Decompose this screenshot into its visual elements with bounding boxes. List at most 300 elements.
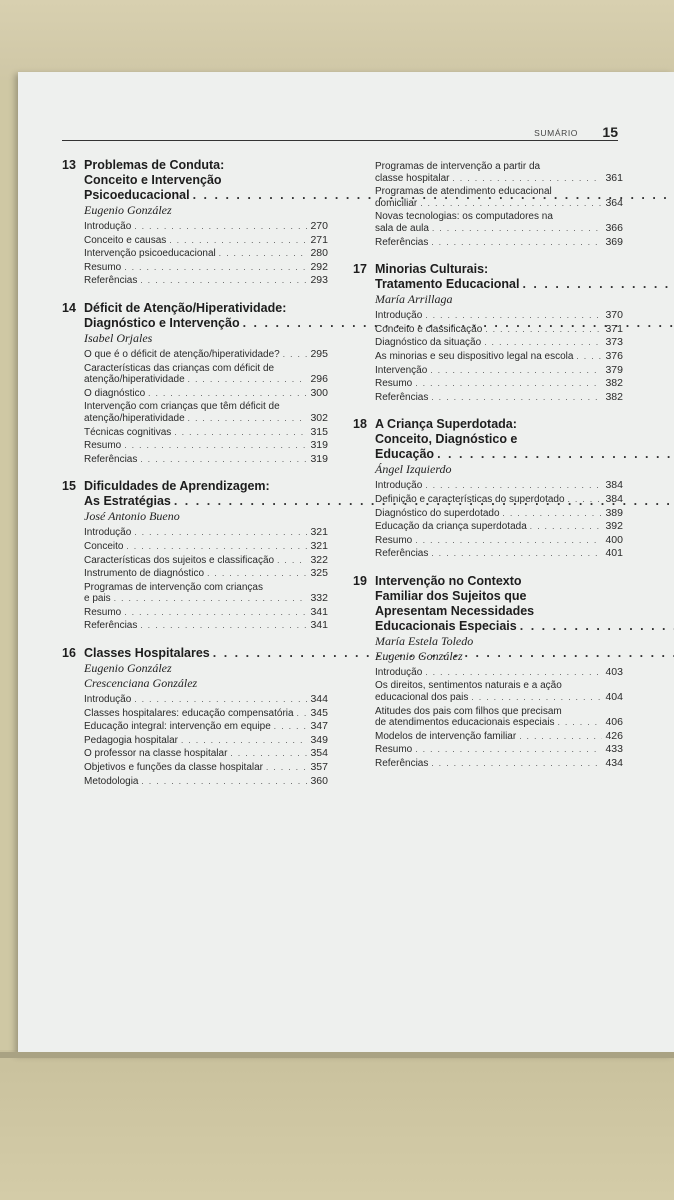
entry-page: 349 xyxy=(310,733,328,746)
chapter-entries xyxy=(353,667,623,770)
entry-text: Resumo xyxy=(375,744,413,756)
entry-text: As minorias e seu dispositivo legal na escola xyxy=(375,350,574,362)
entry-row xyxy=(375,731,623,743)
chapter-number: 13 xyxy=(62,158,76,172)
entry-row xyxy=(84,541,328,553)
chapter-author: Eugenio González xyxy=(84,203,172,217)
entry-row xyxy=(84,694,328,706)
entry-row xyxy=(84,620,328,632)
entry-page: 280 xyxy=(310,247,328,260)
entry-text: Pedagogia hospitalar xyxy=(84,734,178,746)
entry-text: O diagnóstico xyxy=(84,387,146,399)
chapter-title-line: Familiar dos Sujeitos que xyxy=(375,588,527,603)
entry-page: 292 xyxy=(310,260,328,273)
chapter-title-block xyxy=(375,574,674,664)
entry-page: 382 xyxy=(605,377,623,390)
entry-page: 321 xyxy=(310,539,328,552)
entry-row xyxy=(84,593,328,605)
leader-dots xyxy=(134,527,307,539)
entry-text: Conceito xyxy=(84,540,124,552)
toc-entry xyxy=(375,494,623,506)
entry-text-line: Intervenção com crianças que têm déficit de xyxy=(84,401,280,413)
entry-row xyxy=(84,275,328,287)
leader-dots xyxy=(415,378,602,390)
entry-row xyxy=(84,349,328,361)
chapter-title-text: Classes Hospitalares xyxy=(84,646,210,661)
entry-text: Características dos sujeitos e classificação xyxy=(84,554,275,566)
entry-row xyxy=(84,527,328,539)
entry-text: Resumo xyxy=(84,606,122,618)
entry-page: 361 xyxy=(605,171,623,184)
leader-dots xyxy=(274,721,308,733)
toc-entry xyxy=(84,235,328,247)
entry-text: Introdução xyxy=(375,666,423,678)
entry-page: 404 xyxy=(605,691,623,704)
leader-dots xyxy=(181,735,308,747)
toc-entry xyxy=(84,776,328,788)
leader-dots xyxy=(126,541,307,553)
toc-entry xyxy=(84,427,328,439)
entry-row xyxy=(375,351,623,363)
toc-entry xyxy=(375,667,623,679)
chapter-entries xyxy=(353,161,623,248)
toc-entry xyxy=(375,337,623,349)
leader-dots xyxy=(452,173,602,185)
entry-text: sala de aula xyxy=(375,222,429,234)
toc-entry xyxy=(84,541,328,553)
page-edge xyxy=(0,1052,674,1058)
leader-dots xyxy=(437,447,674,462)
leader-dots xyxy=(283,349,308,361)
entry-text: Referências xyxy=(84,453,138,465)
toc-entry xyxy=(84,527,328,539)
toc-chapter xyxy=(353,574,623,770)
toc-entry xyxy=(375,392,623,404)
leader-dots xyxy=(485,324,602,336)
chapter-heading xyxy=(353,262,623,307)
leader-dots xyxy=(568,494,603,506)
toc-entry xyxy=(375,324,623,336)
leader-dots xyxy=(530,521,603,533)
background-surface xyxy=(0,0,674,80)
chapter-title-line: Intervenção no Contexto xyxy=(375,573,522,588)
entry-text: Introdução xyxy=(375,310,423,322)
chapter-author: María Arrillaga xyxy=(375,292,453,307)
chapter-heading xyxy=(62,301,328,346)
entry-page: 382 xyxy=(605,390,623,403)
chapter-title-line: Apresentam Necessidades xyxy=(375,603,535,618)
entry-row xyxy=(375,337,623,349)
toc-left-column xyxy=(62,158,328,801)
entry-text: Referências xyxy=(375,758,429,770)
entry-text: Técnicas cognitivas xyxy=(84,426,172,438)
toc-chapter xyxy=(62,158,328,287)
chapter-title-final-line xyxy=(375,619,674,634)
toc-entry xyxy=(84,620,328,632)
chapter-entries xyxy=(353,480,623,560)
entry-text: O que é o déficit de atenção/hiperatividade? xyxy=(84,348,280,360)
chapter-number: 16 xyxy=(62,646,76,661)
entry-row xyxy=(84,568,328,580)
entry-text-line: Novas tecnologias: os computadores na xyxy=(375,211,553,223)
leader-dots xyxy=(431,392,602,404)
entry-row xyxy=(84,776,328,788)
toc-entry xyxy=(375,365,623,377)
toc-right-column xyxy=(353,158,623,784)
chapter-heading xyxy=(62,158,328,218)
toc-chapter xyxy=(62,301,328,465)
toc-entry xyxy=(84,694,328,706)
entry-row xyxy=(375,758,623,770)
chapter-title-line: A Criança Superdotada: xyxy=(375,417,517,432)
entry-row xyxy=(84,555,328,567)
toc-entry xyxy=(84,568,328,580)
leader-dots xyxy=(519,731,602,743)
running-head: SUMÁRIO xyxy=(534,128,578,138)
toc-entry xyxy=(84,555,328,567)
entry-page: 302 xyxy=(310,411,328,424)
entry-page: 360 xyxy=(310,774,328,787)
toc-chapter xyxy=(353,417,623,560)
entry-page: 426 xyxy=(605,729,623,742)
entry-page: 364 xyxy=(605,196,623,209)
page-header xyxy=(62,126,618,141)
entry-row xyxy=(375,223,623,235)
toc-chapter xyxy=(353,262,623,403)
entry-text-line: Características das crianças com déficit de xyxy=(84,362,275,374)
toc-entry xyxy=(84,454,328,466)
chapter-title-text: As Estratégias xyxy=(84,494,171,509)
toc-entry xyxy=(375,161,623,184)
entry-row xyxy=(84,735,328,747)
leader-dots xyxy=(415,744,602,756)
entry-page: 341 xyxy=(310,619,328,632)
page-number: 15 xyxy=(602,124,618,140)
entry-page: 295 xyxy=(310,347,328,360)
toc-entry xyxy=(375,186,623,209)
entry-row xyxy=(375,535,623,547)
entry-page: 321 xyxy=(310,526,328,539)
entry-page: 384 xyxy=(605,479,623,492)
toc-entry xyxy=(84,262,328,274)
entry-text: Classes hospitalares: educação compensatória xyxy=(84,707,294,719)
chapter-number: 14 xyxy=(62,300,76,315)
entry-text: atenção/hiperatividade xyxy=(84,412,185,424)
entry-row xyxy=(375,521,623,533)
entry-row xyxy=(375,548,623,560)
entry-text: e pais xyxy=(84,593,111,605)
entry-page: 371 xyxy=(605,322,623,335)
chapter-number: 18 xyxy=(353,417,367,432)
leader-dots xyxy=(420,198,602,210)
chapter-entries xyxy=(62,349,328,465)
entry-row xyxy=(84,454,328,466)
entry-text: Resumo xyxy=(375,534,413,546)
toc-chapter xyxy=(353,161,623,248)
entry-text: Referências xyxy=(375,391,429,403)
toc-entry xyxy=(84,582,328,605)
leader-dots xyxy=(140,620,307,632)
chapter-author: Isabel Orjales xyxy=(84,330,153,345)
chapter-entries xyxy=(353,310,623,403)
toc-entry xyxy=(375,731,623,743)
entry-page: 379 xyxy=(605,363,623,376)
chapter-title-final-line xyxy=(375,277,674,292)
toc-entry xyxy=(84,735,328,747)
entry-text: educacional dos pais xyxy=(375,692,469,704)
leader-dots xyxy=(207,568,307,580)
entry-page: 341 xyxy=(310,605,328,618)
entry-page: 322 xyxy=(310,553,328,566)
toc-entry xyxy=(375,706,623,729)
entry-row xyxy=(375,237,623,249)
entry-row xyxy=(84,221,328,233)
entry-page: 344 xyxy=(310,693,328,706)
chapter-author: Eugenio González xyxy=(84,661,172,676)
leader-dots xyxy=(558,717,603,729)
chapter-heading xyxy=(353,574,623,664)
entry-text: Referências xyxy=(84,620,138,632)
toc-entry xyxy=(375,310,623,322)
entry-row xyxy=(84,748,328,760)
entry-row xyxy=(84,388,328,400)
entry-row xyxy=(375,365,623,377)
leader-dots xyxy=(522,277,674,292)
toc-entry xyxy=(375,351,623,363)
leader-dots xyxy=(114,593,308,605)
entry-row xyxy=(375,667,623,679)
entry-page: 300 xyxy=(310,386,328,399)
entry-text: Intervenção xyxy=(375,364,428,376)
leader-dots xyxy=(219,248,308,260)
leader-dots xyxy=(576,351,602,363)
table-surface xyxy=(0,1050,674,1200)
chapter-title-block xyxy=(375,262,674,307)
toc-entry xyxy=(375,480,623,492)
entry-row xyxy=(84,708,328,720)
chapter-title-line: Conceito, Diagnóstico e xyxy=(375,432,518,447)
chapter-title-line: Problemas de Conduta: xyxy=(84,158,225,172)
entry-page: 389 xyxy=(605,506,623,519)
entry-row xyxy=(375,480,623,492)
leader-dots xyxy=(124,440,307,452)
chapter-title-text: Psicoeducacional xyxy=(84,188,190,202)
toc-entry xyxy=(375,378,623,390)
leader-dots xyxy=(425,480,602,492)
entry-text: domiciliar xyxy=(375,197,418,209)
chapter-entries xyxy=(62,221,328,287)
entry-page: 434 xyxy=(605,757,623,770)
entry-row xyxy=(84,427,328,439)
leader-dots xyxy=(431,237,602,249)
entry-page: 400 xyxy=(605,533,623,546)
entry-text: Educação da criança superdotada xyxy=(375,521,527,533)
chapter-author: José Antonio Bueno xyxy=(84,509,180,524)
entry-row xyxy=(375,324,623,336)
entry-row xyxy=(375,494,623,506)
entry-page: 366 xyxy=(605,221,623,234)
entry-text: Introdução xyxy=(84,221,132,232)
toc-entry xyxy=(375,237,623,249)
entry-page: 354 xyxy=(310,747,328,760)
leader-dots xyxy=(134,221,307,233)
leader-dots xyxy=(230,748,307,760)
entry-page: 357 xyxy=(310,761,328,774)
entry-row xyxy=(375,198,623,210)
entry-page: 270 xyxy=(310,220,328,232)
leader-dots xyxy=(169,235,307,247)
entry-row xyxy=(375,744,623,756)
entry-text: Objetivos e funções da classe hospitalar xyxy=(84,762,263,774)
toc-chapter xyxy=(62,479,328,632)
chapter-title-line: Dificuldades de Aprendizagem: xyxy=(84,479,270,494)
toc-entry xyxy=(375,211,623,234)
chapter-number: 15 xyxy=(62,479,76,494)
toc-entry xyxy=(375,744,623,756)
toc-entry xyxy=(84,708,328,720)
entry-text: Conceito e classificação xyxy=(375,323,483,335)
toc-entry xyxy=(84,388,328,400)
leader-dots xyxy=(140,454,307,466)
entry-text: Introdução xyxy=(84,527,132,539)
toc-entry xyxy=(84,221,328,233)
entry-page: 373 xyxy=(605,336,623,349)
entry-page: 319 xyxy=(310,439,328,452)
leader-dots xyxy=(503,508,603,520)
leader-dots xyxy=(430,365,602,377)
toc-chapter xyxy=(62,646,328,787)
toc-entry xyxy=(84,363,328,386)
leader-dots xyxy=(124,607,307,619)
entry-text-line: Programas de intervenção com crianças xyxy=(84,581,263,593)
entry-text-line: Programas de atendimento educacional xyxy=(375,186,552,198)
entry-text: de atendimentos educacionais especiais xyxy=(375,717,555,729)
entry-row xyxy=(375,310,623,322)
chapter-title-text: Educação xyxy=(375,447,435,462)
toc-entry xyxy=(375,548,623,560)
toc-entry xyxy=(84,748,328,760)
entry-page: 433 xyxy=(605,743,623,756)
toc-entry xyxy=(375,535,623,547)
chapter-title-text: Educacionais Especiais xyxy=(375,618,517,633)
entry-text-line: Atitudes dos pais com filhos que precisam xyxy=(375,705,562,717)
entry-page: 271 xyxy=(310,233,328,246)
entry-page: 384 xyxy=(605,492,623,505)
leader-dots xyxy=(277,555,307,567)
entry-text: Resumo xyxy=(84,261,122,273)
chapter-author: Crescenciana González xyxy=(84,676,198,691)
entry-row xyxy=(84,235,328,247)
entry-row xyxy=(375,378,623,390)
entry-page: 332 xyxy=(310,592,328,605)
chapter-heading xyxy=(62,479,328,524)
leader-dots xyxy=(484,337,602,349)
entry-page: 403 xyxy=(605,665,623,678)
toc-entry xyxy=(375,521,623,533)
entry-page: 401 xyxy=(605,547,623,560)
leader-dots xyxy=(431,758,602,770)
leader-dots xyxy=(471,692,602,704)
chapter-title-text: Diagnóstico e Intervenção xyxy=(84,315,240,330)
entry-text-line: Os direitos, sentimentos naturais e a ação xyxy=(375,680,562,692)
leader-dots xyxy=(124,262,307,274)
entry-row xyxy=(84,248,328,260)
leader-dots xyxy=(140,275,307,287)
toc-entry xyxy=(375,758,623,770)
leader-dots xyxy=(266,762,307,774)
entry-row xyxy=(375,508,623,520)
entry-row xyxy=(375,173,623,185)
leader-dots xyxy=(297,708,308,720)
entry-row xyxy=(84,762,328,774)
chapter-author: María Estela Toledo xyxy=(375,633,474,648)
toc-entry xyxy=(84,401,328,424)
entry-row xyxy=(84,440,328,452)
entry-row xyxy=(84,413,328,425)
entry-page: 293 xyxy=(310,274,328,287)
entry-page: 347 xyxy=(310,720,328,733)
chapter-heading xyxy=(62,646,328,691)
toc-entry xyxy=(375,680,623,703)
leader-dots xyxy=(188,413,308,425)
entry-text: Modelos de intervenção familiar xyxy=(375,730,517,742)
entry-page: 345 xyxy=(310,706,328,719)
entry-row xyxy=(84,607,328,619)
entry-text: Resumo xyxy=(375,378,413,390)
leader-dots xyxy=(174,427,307,439)
entry-row xyxy=(84,721,328,733)
toc-entry xyxy=(84,721,328,733)
entry-text: Referências xyxy=(375,548,429,560)
entry-text: Introdução xyxy=(375,480,423,492)
chapter-title-line: Déficit de Atenção/Hiperatividade: xyxy=(84,300,287,315)
entry-text: Educação integral: intervenção em equipe xyxy=(84,721,271,733)
entry-text-line: Programas de intervenção a partir da xyxy=(375,161,541,172)
entry-text: Introdução xyxy=(84,694,132,706)
entry-row xyxy=(375,392,623,404)
leader-dots xyxy=(148,388,307,400)
leader-dots xyxy=(134,694,307,706)
entry-text: Definição e características do superdotado xyxy=(375,493,565,505)
chapter-title-text: Tratamento Educacional xyxy=(375,277,520,292)
leader-dots xyxy=(431,548,602,560)
entry-row xyxy=(375,692,623,704)
entry-page: 319 xyxy=(310,452,328,465)
entry-text: Resumo xyxy=(84,440,122,452)
entry-text: Conceito e causas xyxy=(84,234,167,246)
toc-entry xyxy=(84,762,328,774)
chapter-number: 19 xyxy=(353,573,367,588)
chapter-title-final-line xyxy=(375,447,674,462)
entry-page: 376 xyxy=(605,349,623,362)
entry-row xyxy=(84,374,328,386)
entry-page: 325 xyxy=(310,567,328,580)
entry-page: 406 xyxy=(605,716,623,729)
leader-dots xyxy=(141,776,307,788)
entry-page: 296 xyxy=(310,373,328,386)
toc-entry xyxy=(84,349,328,361)
entry-text: Referências xyxy=(84,275,138,287)
leader-dots xyxy=(188,374,308,386)
toc-entry xyxy=(375,508,623,520)
entry-row xyxy=(375,717,623,729)
leader-dots xyxy=(520,619,674,634)
entry-text: Intervenção psicoeducacional xyxy=(84,248,216,260)
chapter-heading xyxy=(353,417,623,477)
toc-entry xyxy=(84,440,328,452)
leader-dots xyxy=(425,310,602,322)
chapter-title-line: Conceito e Intervenção xyxy=(84,173,222,187)
